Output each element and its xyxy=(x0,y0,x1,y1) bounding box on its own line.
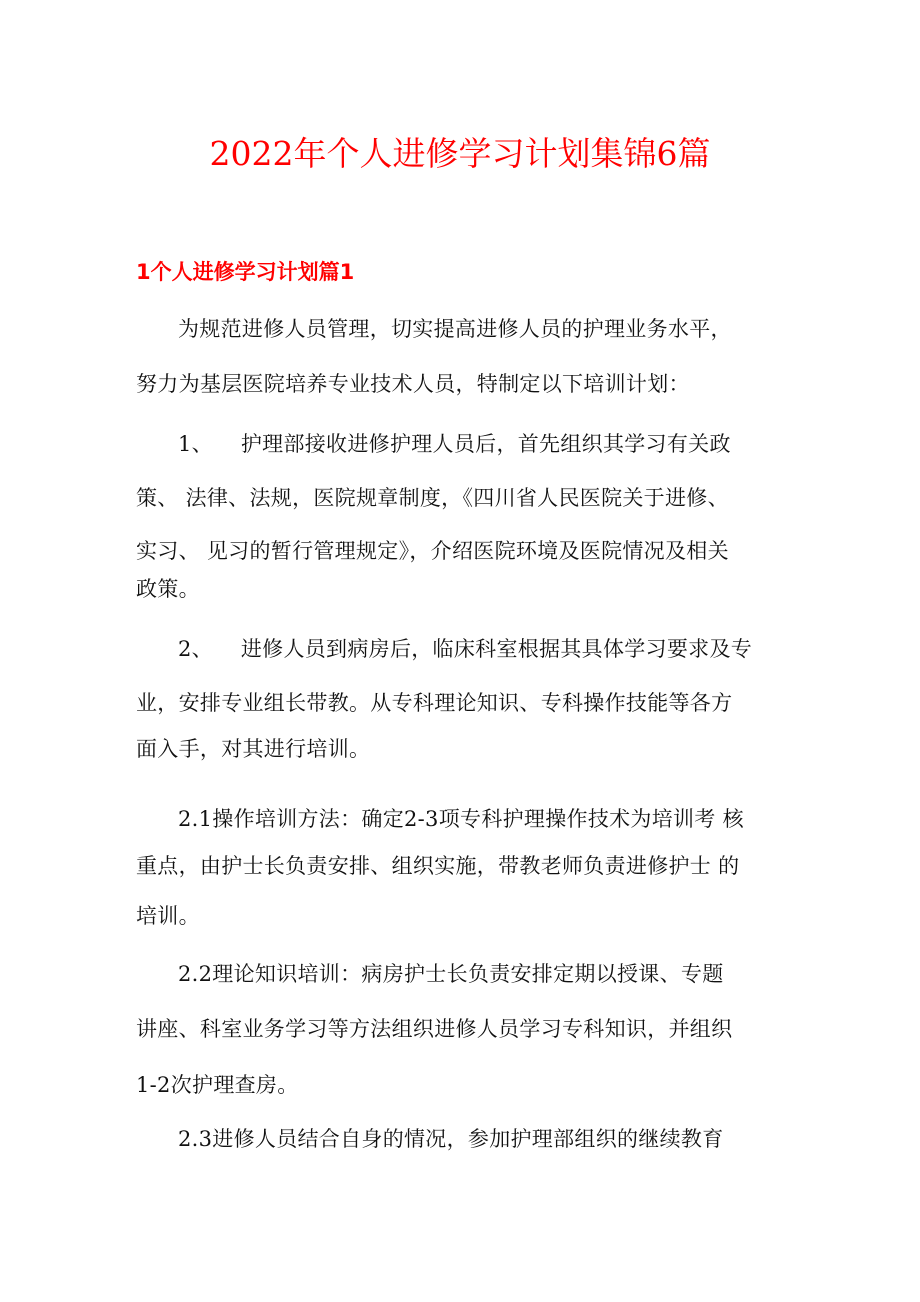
document-title: 2022年个人进修学习计划集锦6篇 xyxy=(209,134,711,173)
paragraph-line: 1、 护理部接收进修护理人员后，首先组织其学习有关政 xyxy=(178,432,731,456)
paragraph-line: 业，安排专业组长带教。从专科理论知识、专科操作技能等各方 xyxy=(136,691,733,715)
paragraph-line: 重点，由护士长负责安排、组织实施，带教老师负责进修护士 的 xyxy=(136,854,740,878)
paragraph-line: 讲座、科室业务学习等方法组织进修人员学习专科知识，并组织 xyxy=(136,1017,733,1041)
paragraph-line: 面入手，对其进行培训。 xyxy=(136,737,371,761)
paragraph-line: 2、 进修人员到病房后，临床科室根据其具体学习要求及专 xyxy=(178,637,753,661)
paragraph-line: 努力为基层医院培养专业技术人员，特制定以下培训计划： xyxy=(136,372,690,396)
paragraph-line: 1-2次护理查房。 xyxy=(136,1073,299,1097)
paragraph-line: 政策。 xyxy=(136,577,200,601)
section-heading: 1个人进修学习计划篇1 xyxy=(136,260,355,284)
paragraph-line: 2.2理论知识培训：病房护士长负责安排定期以授课、专题 xyxy=(178,962,724,986)
paragraph-line: 策、 法律、法规，医院规章制度，《四川省人民医院关于进修、 xyxy=(136,486,729,510)
paragraph-line: 实习、 见习的暂行管理规定》，介绍医院环境及医院情况及相关 xyxy=(136,539,729,563)
paragraph-line: 2.1操作培训方法：确定2-3项专科护理操作技术为培训考 核 xyxy=(178,807,744,831)
paragraph-line: 2.3进修人员结合自身的情况，参加护理部组织的继续教育 xyxy=(178,1127,724,1151)
paragraph-line: 培训。 xyxy=(136,904,200,928)
paragraph-line: 为规范进修人员管理，切实提高进修人员的护理业务水平， xyxy=(178,317,732,341)
